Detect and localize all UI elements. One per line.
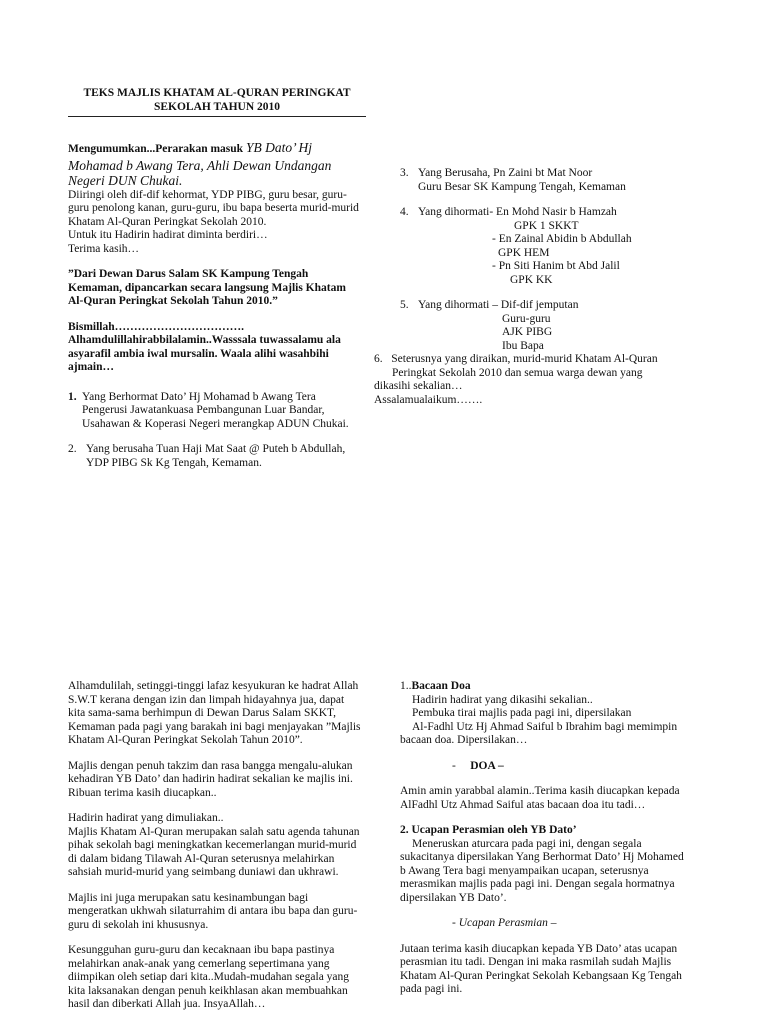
- item-line: Yang berusaha Tuan Haji Mat Saat @ Puteh b Abdullah,: [86, 443, 346, 455]
- broadcast-line: ”Dari Dewan Darus Salam SK Kampung Tengah: [68, 268, 309, 280]
- dash: -: [452, 759, 456, 772]
- opening-line: Bismillah…………………………….: [68, 320, 245, 333]
- text-line: perasmian itu tadi. Dengan ini maka rasmilah sudah Majlis: [400, 956, 672, 968]
- section-number: 1..: [400, 680, 412, 692]
- item-line: GPK 1 SKKT: [514, 219, 579, 232]
- text-line: Hadirin hadirat yang dikasihi sekalian..: [412, 693, 593, 706]
- title-line-1: TEKS MAJLIS KHATAM AL-QURAN PERINGKAT: [83, 87, 351, 99]
- text-line: bacaan doa. Dipersilakan…: [400, 734, 528, 746]
- text-line: Majlis ini juga merupakan satu kesinambungan bagi: [68, 891, 309, 904]
- upper-right-column: [374, 167, 740, 407]
- text-line: kita sama-sama berhimpun di Dewan Darus Salam SKKT,: [68, 707, 337, 719]
- text-line: S.W.T kerana dengan izin dan limpah hidayahnya jua, dapat: [68, 693, 345, 706]
- doa-heading: [400, 680, 740, 694]
- item-line: Guru Besar SK Kampung Tengah, Kemaman: [418, 180, 626, 193]
- vip-name-line-2: Mohamad b Awang Tera, Ahli Dewan Undangan: [68, 157, 332, 173]
- paragraph-welcome: [68, 760, 368, 801]
- text-line: Majlis Khatam Al-Quran merupakan salah satu agenda tahunan: [68, 825, 360, 838]
- announcement-body-line: Terima kasih…: [68, 242, 140, 255]
- text-line: di dalam bidang Tilawah Al-Quran seterusnya melahirkan: [68, 852, 335, 865]
- text-line: Amin amin yarabbal alamin..Terima kasih diucapkan kepada: [400, 785, 680, 797]
- item-line: - En Zainal Abidin b Abdullah: [492, 233, 632, 245]
- opening-prayer: [68, 321, 368, 375]
- text-line: melahirkan anak-anak yang cemerlang sepertimana yang: [68, 957, 330, 970]
- lower-right-column: [400, 680, 740, 997]
- announcement-body-line: Diiringi oleh dif-dif kehormat, YDP PIBG, guru besar, guru-: [68, 188, 347, 201]
- item-number: 1.: [68, 390, 77, 403]
- doa-label: DOA –: [470, 759, 504, 772]
- title-line-2: SEKOLAH TAHUN 2010: [153, 101, 281, 113]
- greeting-item-5: [400, 299, 740, 353]
- text-line: Khatam Al-Quran Peringkat Sekolah Tahun 2010”.: [68, 734, 303, 746]
- text-line: AlFadhl Utz Ahmad Saiful atas bacaan doa itu tadi…: [400, 798, 646, 811]
- item-line: GPK HEM: [498, 246, 550, 259]
- item-line: Peringkat Sekolah 2010 dan semua warga dewan yang: [392, 366, 643, 379]
- text-line: Hadirin hadirat yang dimuliakan..: [68, 812, 224, 824]
- item-line: Guru-guru: [502, 312, 551, 325]
- text-line: pada pagi ini.: [400, 983, 463, 995]
- paragraph-ukhwah: [68, 892, 368, 933]
- item-number: 2.: [68, 443, 77, 455]
- announcement-body-line: guru penolong kanan, guru-guru, ibu bapa beserta murid-murid: [68, 202, 359, 214]
- text-line: kita laksanakan dengan penuh keikhlasan akan membuahkan: [68, 984, 348, 997]
- greeting-item-1: [68, 391, 368, 432]
- text-line: merasmikan majlis pada pagi ini. Dengan segala hormatnya: [400, 878, 675, 890]
- text-line: Majlis dengan penuh takzim dan rasa bangga mengalu-alukan: [68, 759, 353, 772]
- upper-left-column: [68, 140, 368, 470]
- announcement-lead: Mengumumkan...Perarakan masuk: [68, 143, 246, 155]
- greeting-item-6: [374, 353, 740, 407]
- speech-marker: - Ucapan Perasmian –: [452, 917, 557, 929]
- item-line: - Pn Siti Hanim bt Abd Jalil: [492, 260, 620, 272]
- text-line: dipersilakan YB Dato’.: [400, 891, 507, 904]
- greeting-item-3: [400, 167, 740, 194]
- item-line: Pengerusi Jawatankuasa Pembangunan Luar Bandar,: [82, 404, 325, 416]
- item-line-text: Seterusnya yang diraikan, murid-murid Khatam Al-Quran: [391, 353, 658, 365]
- vip-name-line-3: Negeri DUN Chukai.: [68, 173, 183, 188]
- opening-line: Alhamdulillahirabbilalamin..Wasssala tuwassalamu ala: [68, 334, 341, 346]
- text-line: diimpikan oleh setiap dari kita..Mudah-mudahan segala yang: [68, 971, 350, 983]
- item-number: 5.: [400, 299, 409, 311]
- text-line: sukacitanya dipersilakan Yang Berhormat Dato’ Hj Mohamed: [400, 851, 684, 863]
- item-line: AJK PIBG: [502, 326, 553, 338]
- text-line: hasil dan diberkati Allah jua. InsyaAllah…: [68, 998, 266, 1010]
- text-line: Jutaan terima kasih diucapkan kepada YB Dato’ atas ucapan: [400, 942, 678, 955]
- speech-heading: 2. Ucapan Perasmian oleh YB Dato’: [400, 824, 577, 836]
- opening-line: ajmain…: [68, 361, 114, 373]
- item-line: Usahawan & Koperasi Negeri merangkap ADUN Chukai.: [82, 417, 349, 430]
- text-line: Al-Fadhl Utz Hj Ahmad Saiful b Ibrahim bagi memimpin: [412, 720, 678, 733]
- lower-left-column: [68, 680, 368, 1012]
- text-line: guru di sekolah ini khususnya.: [68, 918, 209, 931]
- announcement-body-line: Khatam Al-Quran Peringkat Sekolah 2010.: [68, 215, 267, 228]
- document-title: [68, 86, 366, 117]
- item-number: 4.: [400, 206, 409, 218]
- announcement-body-line: Untuk itu Hadirin hadirat diminta berdiri…: [68, 229, 268, 241]
- item-line: [374, 353, 740, 367]
- item-line: dikasihi sekalian…: [374, 380, 463, 392]
- broadcast-statement: [68, 268, 368, 309]
- doa-marker: [400, 760, 740, 774]
- paragraph-closing-hope: [68, 944, 368, 1012]
- text-line: Khatam Al-Quran Peringkat Sekolah Kebangsaan Kg Tengah: [400, 969, 682, 982]
- item-number: 3.: [400, 167, 409, 179]
- text-line: Pembuka tirai majlis pada pagi ini, dipersilakan: [412, 707, 632, 719]
- text-line: Ribuan terima kasih diucapkan..: [68, 786, 217, 799]
- announcement: [68, 140, 368, 256]
- item-line: Yang Berhormat Dato’ Hj Mohamad b Awang Tera: [82, 390, 316, 403]
- paragraph-gratitude: [68, 680, 368, 748]
- item-line: YDP PIBG Sk Kg Tengah, Kemaman.: [86, 456, 262, 469]
- text-line: mengeratkan ukhwah silaturrahim di antara ibu bapa dan guru-: [68, 905, 358, 917]
- paragraph-agenda: [68, 812, 368, 880]
- opening-line: asyarafil ambia iwal mursalin. Waala alihi wasahbihi: [68, 347, 329, 360]
- item-line: Yang dihormati- En Mohd Nasir b Hamzah: [418, 206, 617, 218]
- item-number: 6.: [374, 353, 383, 365]
- text-line: Meneruskan aturcara pada pagi ini, dengan segala: [412, 837, 642, 850]
- item-line: Yang dihormati – Dif-dif jemputan: [418, 299, 579, 311]
- item-line: GPK KK: [510, 273, 553, 286]
- announcement-first-line: [68, 140, 368, 158]
- vip-name-line-1: YB Dato’ Hj: [245, 140, 312, 155]
- text-line: pihak sekolah bagi meningkatkan kecemerlangan murid-murid: [68, 839, 357, 851]
- greeting-item-4: [400, 206, 740, 287]
- text-line: Alhamdulilah, setinggi-tinggi lafaz kesyukuran ke hadrat Allah: [68, 680, 359, 692]
- item-line: Assalamualaikum…….: [374, 393, 483, 406]
- text-line: sahsiah murid-murid yang seimbang duniawi dan ukhrawi.: [68, 866, 339, 878]
- item-line: Yang Berusaha, Pn Zaini bt Mat Noor: [418, 167, 593, 179]
- section-title: Bacaan Doa: [411, 680, 471, 692]
- broadcast-line: Kemaman, dipancarkan secara langsung Majlis Khatam: [68, 281, 346, 294]
- item-line: Ibu Bapa: [502, 339, 544, 352]
- text-line: Kemaman pada pagi yang barakah ini bagi menjayakan ”Majlis: [68, 720, 361, 733]
- text-line: b Awang Tera bagi menyampaikan ucapan, seterusnya: [400, 864, 649, 877]
- text-line: Kesungguhan guru-guru dan kecaknaan ibu bapa pastinya: [68, 944, 335, 956]
- broadcast-line: Al-Quran Peringkat Sekolah Tahun 2010.”: [68, 295, 278, 307]
- text-line: kehadiran YB Dato’ dan hadirin hadirat sekalian ke majlis ini.: [68, 773, 353, 785]
- greeting-item-2: [68, 443, 368, 470]
